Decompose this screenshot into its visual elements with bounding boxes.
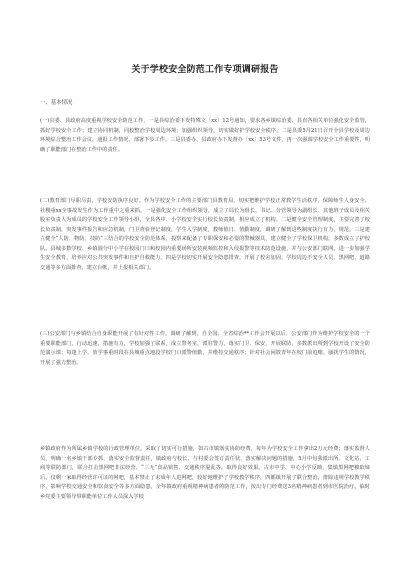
paragraph: 乡镇政府作为所属乡镇学校的行政管理单位，采取了切实可行措施，如古市镇落实协防经费，每年为学校安全工作拿出2万元经费；落实监督人员，明确一名乡镇干部专抓，落实安全监督责任，镇政府与校长、与村委会签订责任状，落实解决问题的措施，5月中旬我派出所、文化站，工商等联防部门，联合打击黑网吧非法经营。“三无”食品销售、交通秩序混乱等，取得良好效果。古市中学、中心小学反映，集镇黑网吧被取缔后，仅剩一家取得经营许可证的网吧，基本禁止了未成年人进网吧，较好地维护了学校教学秩序，四都镇开展了联合整治，排除违规学校教学秩序，影响学校交通安全和饮食安全等多方面隐患，全年镇政府重视精神病患者的防范工作，按出专门经费送3名精神病患者到市医院治疗，临时乡党委主要领导带职能单位工作人员深入学校 bbox=[40, 446, 370, 500]
paragraph: (一)县委、县政府高度重视学校安全防范工作。一是县综治委下发特殊文〔xx〕12号通知，要求各乡镇综治委、县直各相关单位强化安全监管，抓好学校安全工作；建立协同机制，同校整治学校周边环境；加强组织领导，切实做好护学校安全秩序。二是县委5月21日召开全县学校及周边环境综合整治工作会议，通报工作情况，部署下步工作。三是县委办、县政府办下发督办〔xx〕53号文件，再一次强调学校安全工作重要性，明确了职能部门在整治工作中的责任。 bbox=[40, 118, 370, 153]
section-heading: 一、基本情况 bbox=[40, 100, 73, 106]
paragraph: (二)教育部门尽职尽责，学校安防执序良好。作为学校安全工作的主要部门县教育局，切实把维护学校正常教学生活秩序，保障师生人身安全、社稷重xx全事故发生作为工作重中之重来抓。一是强化安全工作组织领导，成立了局长为组长、书记、分管领导为副组长、其他班子成员及相关股室负责人为成员的学校安全工作领导小组，全县各中、小学校安全实行校长负责制，相应成立了机构。二是健全安全管理制度，主要完善了校长负责制，突发事件报告和应急机制，门卫查验登记制度，学生入学制度，教师值日、值勤制度，调研了解到这些制度执行有力，规范。三是建立健全“人防、物防、技防”三结合的学校安全防范体系，投察来配备了专职保安和必要的警械器具，建立健全了学校保卫机构，多数成立了护校队。县城多数学校、乡镇圆分中小学在校园门口和校园内重要场所安装视频监控和入侵报警等技术防范设施，并与公安部门联网。进一步加强学生安全教育，培养应对公共突发事件和自护自救能力。四是学校切实开展安全隐患排查，开展了校舍加固、学校周边不安全人员、黑网吧、道路交通等多方面排查，建立台帐，并上报相关部门。 bbox=[40, 198, 370, 271]
paragraph: (三)公安部门与乡镇结合自身职能开展了有针对性工作。调研了解到，自全国、全省综治**工作会开展以后，公安部门作为维护学校安全的一个重要职能部门，行动迅速，措施有力，学校加强了联系，成立警务室，派驻警力，落实门卫、保安，开展联防，多数派出所到学校开设了安全防范演示课；每逢上学、放学事重时段在县城重点地段学校门口派警值勤，并维持交通秩序；针对社会闲散青年在校门前追赌、骚扰学生的情况，开展了强力整治。 bbox=[40, 331, 370, 366]
document-title: 关于学校安全防范工作专项调研报告 bbox=[131, 65, 279, 75]
